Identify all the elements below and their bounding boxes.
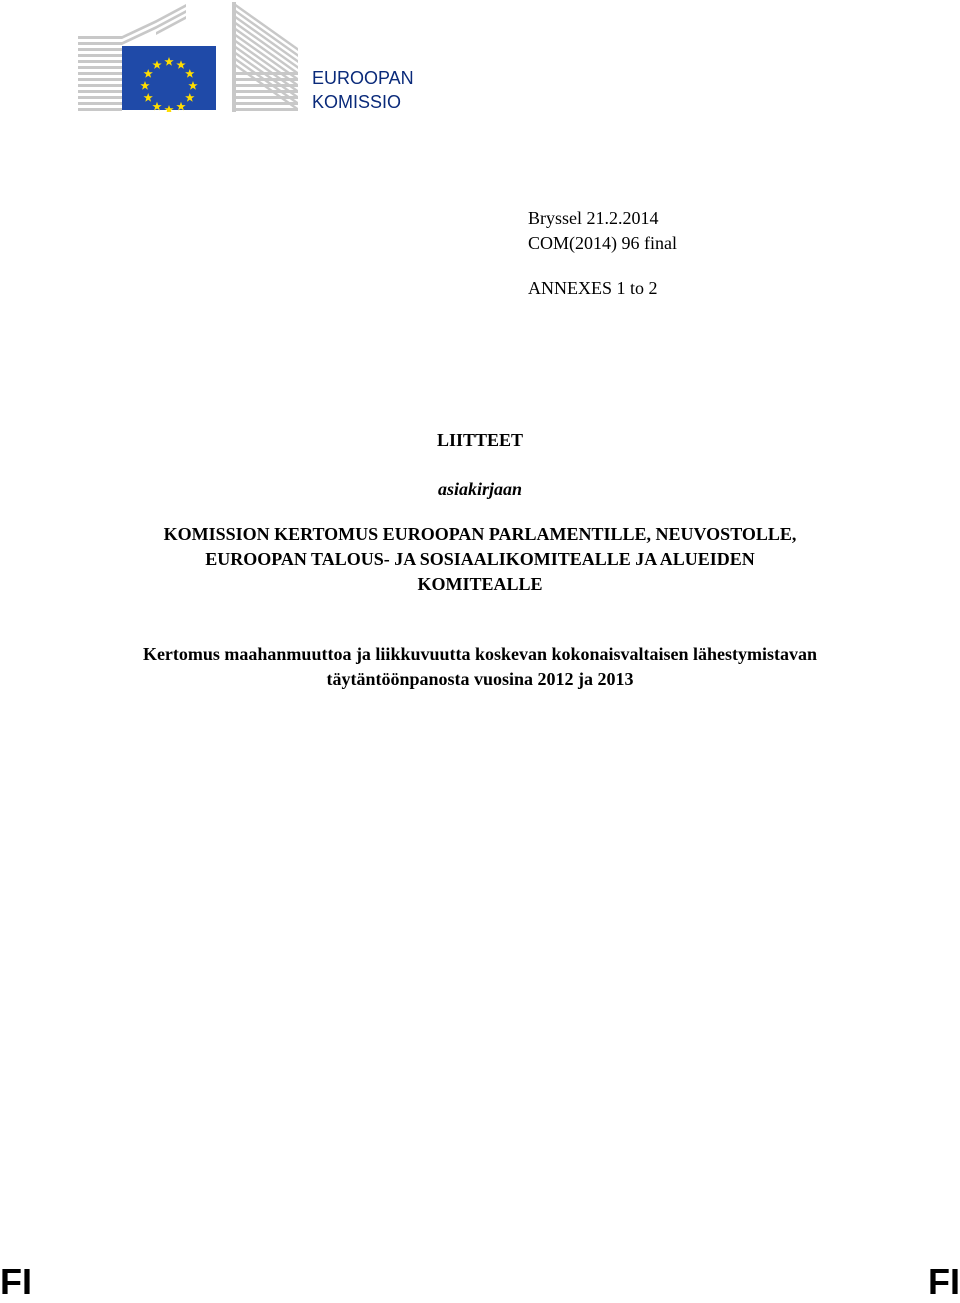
organization-name-line1: EUROOPAN [312,68,414,88]
report-subject [0,642,960,692]
report-subject-line: Kertomus maahanmuuttoa ja liikkuvuutta koskevan kokonaisvaltaisen lähestymistavan [142,644,818,664]
document-intro: asiakirjaan [437,479,523,499]
document-heading: LIITTEET [436,430,524,450]
language-code-left: FI [0,1261,32,1302]
report-title-line: EUROOPAN TALOUS- JA SOSIAALIKOMITEALLE JA ALUEIDEN [205,549,755,569]
annexes-label: ANNEXES 1 to 2 [528,278,658,298]
language-code-right: FI [928,1261,960,1302]
european-commission-logo-icon [76,2,298,112]
organization-name [312,66,414,114]
document-reference: COM(2014) 96 final [528,233,677,253]
report-title-line: KOMITEALLE [417,574,543,594]
document-meta [528,206,677,256]
report-subject-line: täytäntöönpanosta vuosina 2012 ja 2013 [326,669,634,689]
report-title-line: KOMISSION KERTOMUS EUROOPAN PARLAMENTILLE, NEUVOSTOLLE, [163,524,797,544]
organization-name-line2: KOMISSIO [312,92,402,112]
report-title [0,522,960,597]
place-date: Bryssel 21.2.2014 [528,208,659,228]
